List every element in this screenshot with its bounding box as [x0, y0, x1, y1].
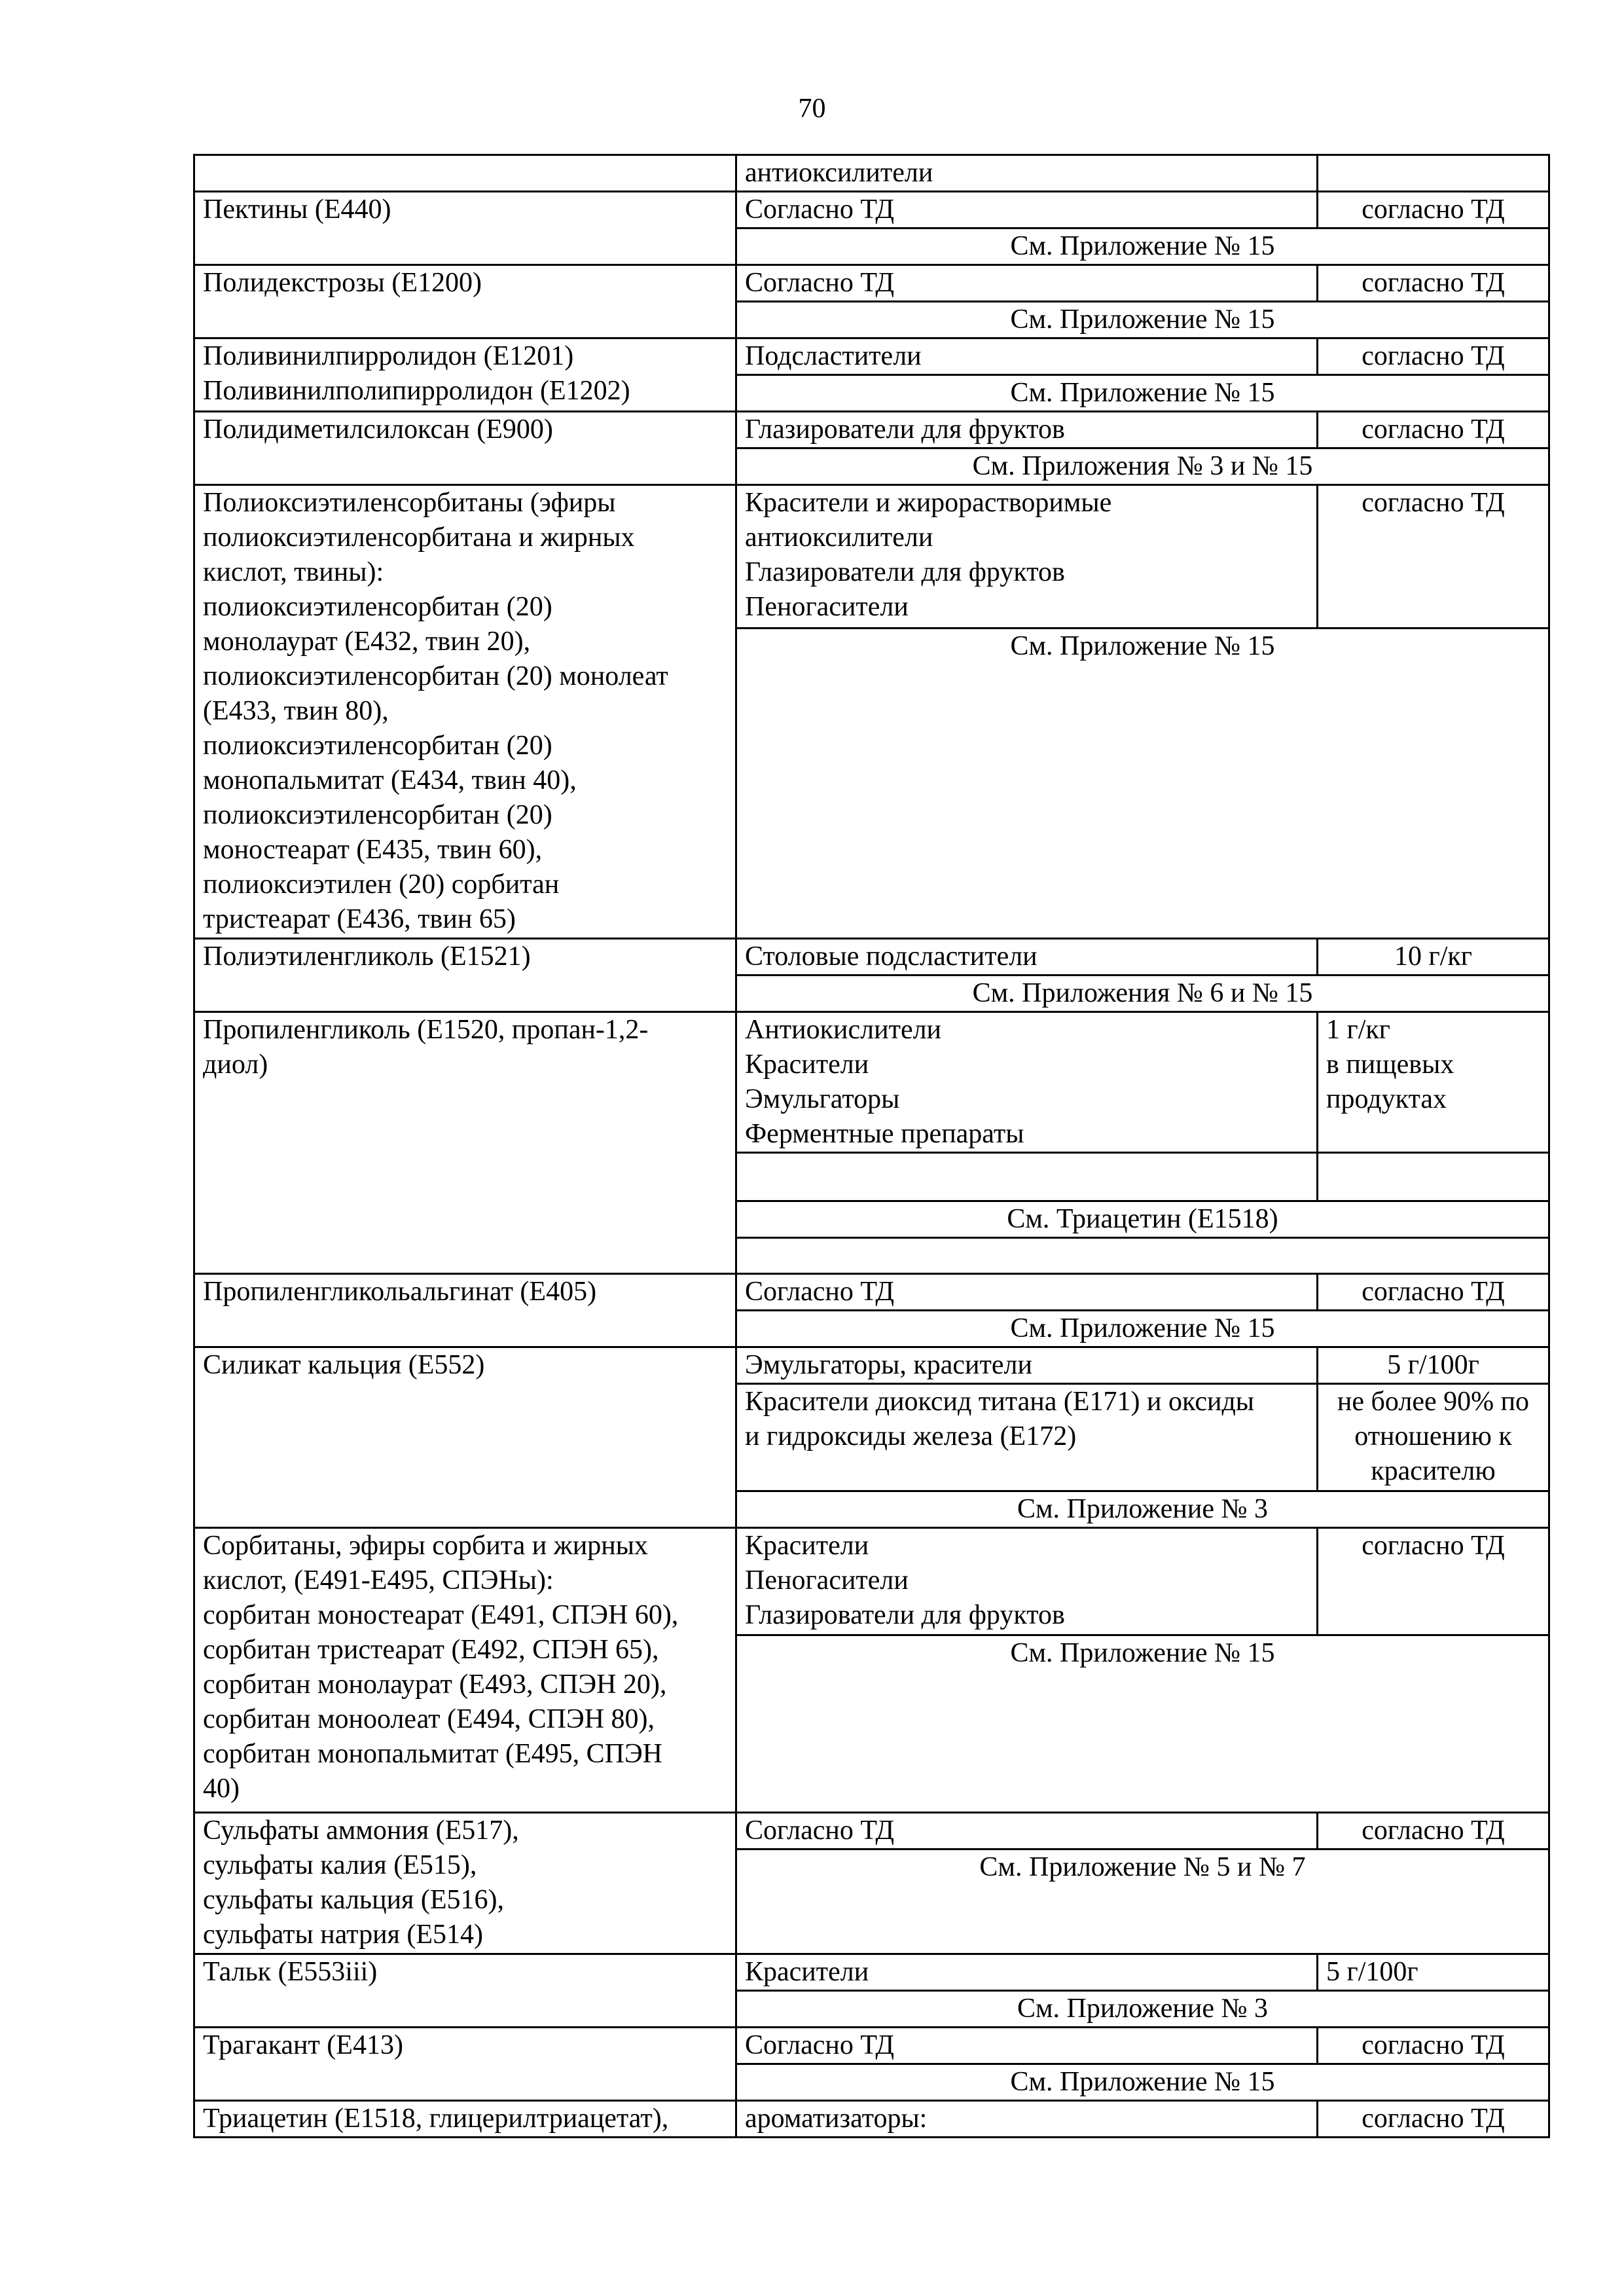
function-cell: ароматизаторы:	[736, 2101, 1318, 2138]
reference-cell: См. Триацетин (Е1518)	[736, 1201, 1549, 1238]
name-line: Сорбитаны, эфиры сорбита и жирных	[203, 1531, 648, 1561]
max-level-cell: согласно ТД	[1318, 485, 1549, 629]
function-line: Пеногасители	[745, 592, 909, 622]
max-level-cell: согласно ТД	[1318, 412, 1549, 448]
name-line: монолаурат (Е432, твин 20),	[203, 627, 531, 657]
name-line: полиоксиэтиленсорбитан (20)	[203, 800, 552, 830]
reference-cell: См. Приложение № 15	[736, 375, 1549, 412]
reference-cell: См. Приложение № 15	[736, 1635, 1549, 1813]
name-cell	[194, 1012, 736, 1274]
max-level-cell: 5 г/100г	[1318, 1954, 1549, 1991]
function-line: антиоксилители	[745, 522, 933, 553]
name-line: кислот, твины):	[203, 557, 384, 587]
function-line: Глазирователи для фруктов	[745, 557, 1065, 587]
name-line: полиоксиэтиленсорбитан (20)	[203, 731, 552, 761]
max-level-cell: согласно ТД	[1318, 338, 1549, 375]
reference-cell: См. Приложения № 3 и № 15	[736, 448, 1549, 485]
function-cell	[736, 485, 1318, 629]
name-cell: Пектины (Е440)	[194, 192, 736, 265]
max-level-cell	[1318, 155, 1549, 192]
reference-cell: См. Приложение № 5 и № 7	[736, 1850, 1549, 1954]
function-line: Красители	[745, 1531, 869, 1561]
reference-cell: См. Приложение № 15	[736, 1311, 1549, 1347]
function-line: Ферментные препараты	[745, 1119, 1024, 1149]
name-line: сорбитан моностеарат (Е491, СПЭН 60),	[203, 1600, 679, 1630]
name-line: Полиоксиэтиленсорбитаны (эфиры	[203, 488, 616, 518]
name-line: монопальмитат (Е434, твин 40),	[203, 765, 577, 795]
name-line: сорбитан тристеарат (Е492, СПЭН 65),	[203, 1635, 659, 1665]
reference-cell: См. Приложение № 15	[736, 302, 1549, 338]
max-level-line: 1 г/кг	[1326, 1015, 1391, 1045]
reference-cell	[736, 1238, 1549, 1274]
name-line: полиоксиэтиленсорбитана и жирных	[203, 522, 635, 553]
function-cell: Глазирователи для фруктов	[736, 412, 1318, 448]
additives-table	[193, 154, 1550, 2138]
max-level-cell: согласно ТД	[1318, 1528, 1549, 1635]
name-line: сорбитан монолаурат (Е493, СПЭН 20),	[203, 1669, 667, 1700]
function-cell: Столовые подсластители	[736, 939, 1318, 975]
table-row	[194, 939, 1549, 975]
table-row	[194, 2101, 1549, 2138]
max-level-cell	[1318, 1153, 1549, 1201]
function-line: Красители и жирорастворимые	[745, 488, 1112, 518]
function-cell: Эмульгаторы, красители	[736, 1347, 1318, 1384]
name-cell: Силикат кальция (Е552)	[194, 1347, 736, 1528]
function-line: Красители	[745, 1049, 869, 1080]
name-line: сорбитан моноолеат (Е494, СПЭН 80),	[203, 1704, 655, 1734]
table-row	[194, 155, 1549, 192]
name-cell: Тальк (Е553iii)	[194, 1954, 736, 2028]
function-cell: Согласно ТД	[736, 1274, 1318, 1311]
name-line: тристеарат (Е436, твин 65)	[203, 904, 516, 934]
name-cell	[194, 485, 736, 939]
table-row	[194, 1954, 1549, 1991]
name-line: сульфаты калия (Е515),	[203, 1850, 477, 1880]
function-line: Пеногасители	[745, 1565, 909, 1595]
function-line: Антиокислители	[745, 1015, 942, 1045]
name-cell: Полиэтиленгликоль (Е1521)	[194, 939, 736, 1012]
name-line: 40)	[203, 1774, 240, 1804]
function-cell: Согласно ТД	[736, 1813, 1318, 1850]
function-cell: антиоксилители	[736, 155, 1318, 192]
name-line: Поливинилполипирролидон (Е1202)	[203, 376, 630, 406]
max-level-cell: 10 г/кг	[1318, 939, 1549, 975]
max-level-cell: 5 г/100г	[1318, 1347, 1549, 1384]
name-cell: Полидекстрозы (Е1200)	[194, 265, 736, 338]
function-cell: Согласно ТД	[736, 265, 1318, 302]
name-cell: Триацетин (Е1518, глицерилтриацетат),	[194, 2101, 736, 2138]
function-cell: Подсластители	[736, 338, 1318, 375]
name-line: Поливинилпирролидон (Е1201)	[203, 341, 574, 371]
table-row	[194, 265, 1549, 302]
page-number: 70	[798, 94, 826, 124]
table-row	[194, 1012, 1549, 1153]
function-line: Глазирователи для фруктов	[745, 1600, 1065, 1630]
table-row	[194, 1274, 1549, 1311]
table-row	[194, 192, 1549, 228]
name-line: сульфаты натрия (Е514)	[203, 1920, 484, 1950]
max-level-line: отношению к	[1354, 1421, 1512, 1451]
max-level-cell: согласно ТД	[1318, 2101, 1549, 2138]
name-line: полиоксиэтилен (20) сорбитан	[203, 869, 560, 900]
name-cell	[194, 1528, 736, 1813]
reference-cell: См. Приложение № 15	[736, 629, 1549, 939]
max-level-cell: согласно ТД	[1318, 192, 1549, 228]
name-line: Сульфаты аммония (Е517),	[203, 1815, 519, 1846]
max-level-line: в пищевых	[1326, 1049, 1454, 1080]
function-cell	[736, 1012, 1318, 1153]
name-cell	[194, 155, 736, 192]
name-cell	[194, 1813, 736, 1954]
max-level-cell	[1318, 1012, 1549, 1153]
name-line: полиоксиэтиленсорбитан (20) монолеат	[203, 661, 668, 691]
function-line: Красители диоксид титана (Е171) и оксиды	[745, 1387, 1255, 1417]
table-row	[194, 1528, 1549, 1635]
name-cell	[194, 338, 736, 412]
table-row	[194, 485, 1549, 629]
function-cell: Согласно ТД	[736, 192, 1318, 228]
name-line: кислот, (Е491-Е495, СПЭНы):	[203, 1565, 554, 1595]
max-level-cell: согласно ТД	[1318, 265, 1549, 302]
name-line: сорбитан монопальмитат (Е495, СПЭН	[203, 1739, 663, 1769]
name-cell: Полидиметилсилоксан (Е900)	[194, 412, 736, 485]
reference-cell: См. Приложение № 15	[736, 228, 1549, 265]
table-row	[194, 2028, 1549, 2064]
max-level-line: продуктах	[1326, 1084, 1447, 1114]
reference-cell: См. Приложение № 3	[736, 1491, 1549, 1528]
name-line: моностеарат (Е435, твин 60),	[203, 835, 543, 865]
max-level-cell	[1318, 1384, 1549, 1491]
function-cell: Красители	[736, 1954, 1318, 1991]
max-level-cell: согласно ТД	[1318, 1274, 1549, 1311]
name-line: сульфаты кальция (Е516),	[203, 1885, 504, 1915]
name-cell: Трагакант (Е413)	[194, 2028, 736, 2101]
function-cell	[736, 1528, 1318, 1635]
table-row	[194, 1813, 1549, 1850]
function-line: Эмульгаторы	[745, 1084, 900, 1114]
reference-cell: См. Приложение № 15	[736, 2064, 1549, 2101]
max-level-line: не более 90% по	[1337, 1387, 1530, 1417]
max-level-cell: согласно ТД	[1318, 1813, 1549, 1850]
function-line: и гидроксиды железа (Е172)	[745, 1421, 1077, 1451]
table-row	[194, 338, 1549, 375]
name-line: полиоксиэтиленсорбитан (20)	[203, 592, 552, 622]
function-cell: Согласно ТД	[736, 2028, 1318, 2064]
table-row	[194, 412, 1549, 448]
name-line: диол)	[203, 1049, 268, 1080]
table-row	[194, 1347, 1549, 1384]
max-level-cell: согласно ТД	[1318, 2028, 1549, 2064]
reference-cell: См. Приложения № 6 и № 15	[736, 975, 1549, 1012]
function-cell	[736, 1153, 1318, 1201]
function-cell	[736, 1384, 1318, 1491]
max-level-line: красителю	[1371, 1456, 1496, 1486]
name-line: (Е433, твин 80),	[203, 696, 389, 726]
name-line: Пропиленгликоль (Е1520, пропан-1,2-	[203, 1015, 649, 1045]
reference-cell: См. Приложение № 3	[736, 1991, 1549, 2028]
name-cell: Пропиленгликольальгинат (Е405)	[194, 1274, 736, 1347]
